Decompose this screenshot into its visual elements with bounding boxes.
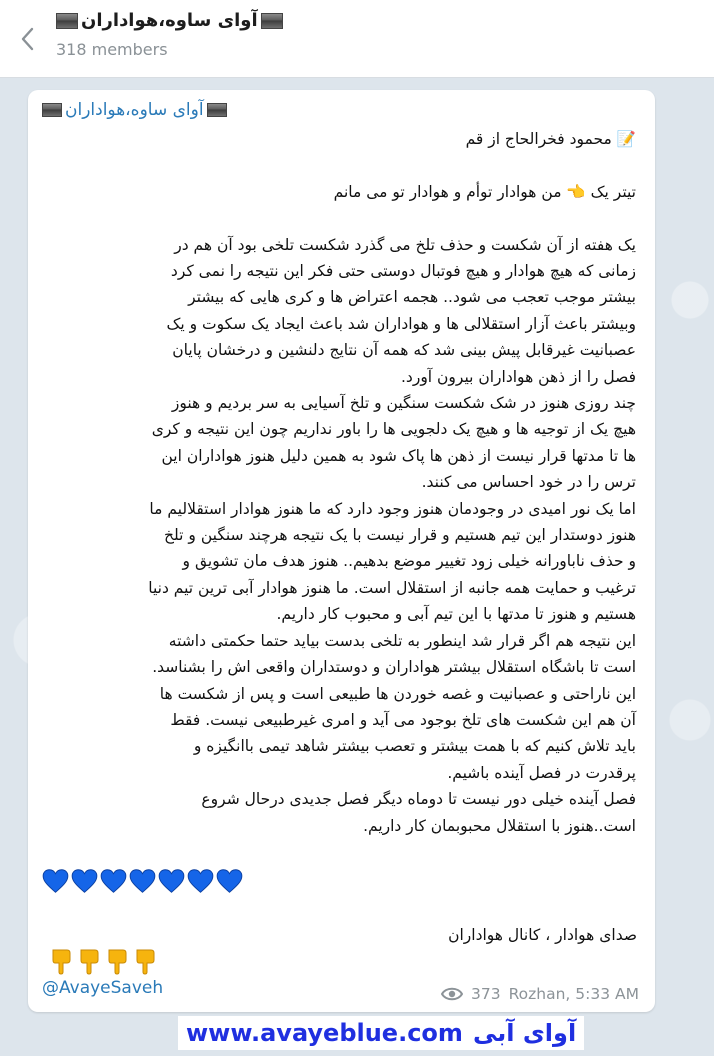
message-line: بیشتر موجب تعجب می شود.. هجمه اعتراض ها و کری هایی که بیشتر bbox=[188, 288, 636, 307]
message-line bbox=[46, 152, 636, 178]
message-line: ترس را در خود احساس می کنند. bbox=[421, 473, 636, 492]
forwarded-from[interactable] bbox=[42, 100, 227, 120]
message-line: هیچ یک از توجیه ها و هیچ یک دلجویی ها را باور نداریم چون این نتیجه و کری bbox=[151, 420, 636, 439]
message-line: هنوز دوستدار این تیم هستیم و قرار نیست با یک نتیجه هرچند سنگین و تلخ bbox=[164, 526, 636, 545]
blue-heart-icon bbox=[42, 868, 69, 894]
message-line: هستیم و هنوز تا مدتها با این تیم آبی و محبوب کار داریم. bbox=[276, 605, 636, 624]
pointing-down-icon bbox=[50, 947, 72, 975]
message-line: این ناراحتی و عصبانیت و غصه خوردن ها طبیعی است و پس از شکست ها bbox=[159, 684, 636, 703]
message-line: ترغیب و حمایت همه جانبه از استقلال است. ما هنوز هوادار آبی ترین تیم دنیا bbox=[148, 578, 636, 597]
message-line: است..هنوز با استقلال محبوبمان کار داریم. bbox=[363, 816, 636, 835]
channel-badge-icon bbox=[42, 103, 62, 117]
blue-heart-icon bbox=[129, 868, 156, 894]
member-count: 318 members bbox=[56, 40, 168, 59]
message-meta bbox=[441, 985, 639, 1003]
channel-badge-icon bbox=[207, 103, 227, 117]
message-bubble[interactable] bbox=[28, 90, 655, 1012]
chat-title: آوای ساوه،هواداران bbox=[81, 10, 258, 31]
forwarded-from-label: آوای ساوه،هواداران bbox=[65, 100, 204, 120]
message-line: پرقدرت در فصل آینده باشیم. bbox=[447, 763, 636, 782]
message-line: 📝 محمود فخرالحاج از قم bbox=[465, 130, 636, 148]
message-line: عصبانیت غیرقابل پیش بینی شد که همه آن نتایج دلنشین و درخشان پایان bbox=[172, 341, 636, 360]
message-signature: صدای هوادار ، کانال هواداران bbox=[448, 926, 637, 944]
pointing-down-icon bbox=[134, 947, 156, 975]
blue-heart-icon bbox=[158, 868, 185, 894]
view-count: 373 bbox=[471, 985, 501, 1003]
message-text bbox=[46, 126, 636, 839]
watermark-site: www.avayeblue.com bbox=[186, 1019, 463, 1047]
message-line: این نتیجه هم اگر قرار شد اینطور به تلخی بدست بیاید حتما حکمتی داشته bbox=[168, 631, 636, 650]
channel-handle-link[interactable]: @AvayeSaveh bbox=[42, 978, 164, 998]
message-line: فصل آینده خیلی دور نیست تا دوماه دیگر فصل جدیدی درحال شروع bbox=[201, 790, 636, 809]
message-line bbox=[46, 205, 636, 231]
pointing-down-icon bbox=[78, 947, 100, 975]
author-time: Rozhan, 5:33 AM bbox=[508, 985, 639, 1003]
message-line: است تا باشگاه استقلال بیشتر هواداران و دوستداران واقعی اش را بشناسد. bbox=[152, 658, 636, 677]
heart-emoji-row bbox=[42, 868, 243, 894]
channel-badge-icon bbox=[261, 13, 283, 29]
message-line: وبیشتر باعث آزار استقلالی ها و هواداران شد باعث ایجاد یک سکوت و یک bbox=[166, 314, 636, 333]
eye-icon bbox=[441, 986, 463, 1002]
chat-title-area[interactable] bbox=[56, 10, 283, 59]
message-line: چند روزی هنوز در شک شکست سنگین و تلخ آسیایی به سر بردیم و هنوز bbox=[171, 394, 636, 413]
watermark-label: آوای آبی bbox=[472, 1019, 577, 1047]
channel-badge-icon bbox=[56, 13, 78, 29]
pointing-down-icon bbox=[106, 947, 128, 975]
blue-heart-icon bbox=[187, 868, 214, 894]
message-line: ها تا مدتها قرار نیست از ذهن ها پاک شود به همین دلیل هنوز هواداران این bbox=[161, 446, 636, 465]
blue-heart-icon bbox=[71, 868, 98, 894]
message-line: اما یک نور امیدی در وجودمان هنوز وجود دارد که ما هنوز هوادار استقلالیم ما bbox=[149, 499, 636, 518]
message-line: باید تلاش کنیم که با همت بیشتر و تعصب بیشتر شاهد تیمی باانگیزه و bbox=[193, 737, 636, 756]
chevron-left-icon bbox=[20, 27, 34, 51]
message-line: و حذف ناباورانه خیلی زود تغییر موضع بدهیم.. هنوز هدف مان تشویق و bbox=[182, 552, 636, 571]
message-line: فصل را از ذهن هواداران بیرون آورد. bbox=[401, 367, 636, 386]
back-button[interactable] bbox=[10, 22, 44, 56]
chat-header bbox=[0, 0, 714, 78]
message-line: تیتر یک 👈 من هوادار توأم و هوادار تو می مانم bbox=[333, 182, 636, 201]
blue-heart-icon bbox=[216, 868, 243, 894]
message-line: زمانی که هیچ هوادار و هیچ فوتبال دوستی حتی فکر این نتیجه را نمی کرد bbox=[170, 262, 636, 280]
message-line: آن هم این شکست های تلخ بوجود می آید و امری غیرطبیعی نیست. فقط bbox=[170, 710, 636, 729]
message-line: یک هفته از آن شکست و حذف تلخ می گذرد شکست تلخی بود آن هم در bbox=[174, 235, 636, 254]
blue-heart-icon bbox=[100, 868, 127, 894]
pointing-down-emoji-row bbox=[50, 947, 156, 975]
site-watermark bbox=[178, 1016, 584, 1050]
